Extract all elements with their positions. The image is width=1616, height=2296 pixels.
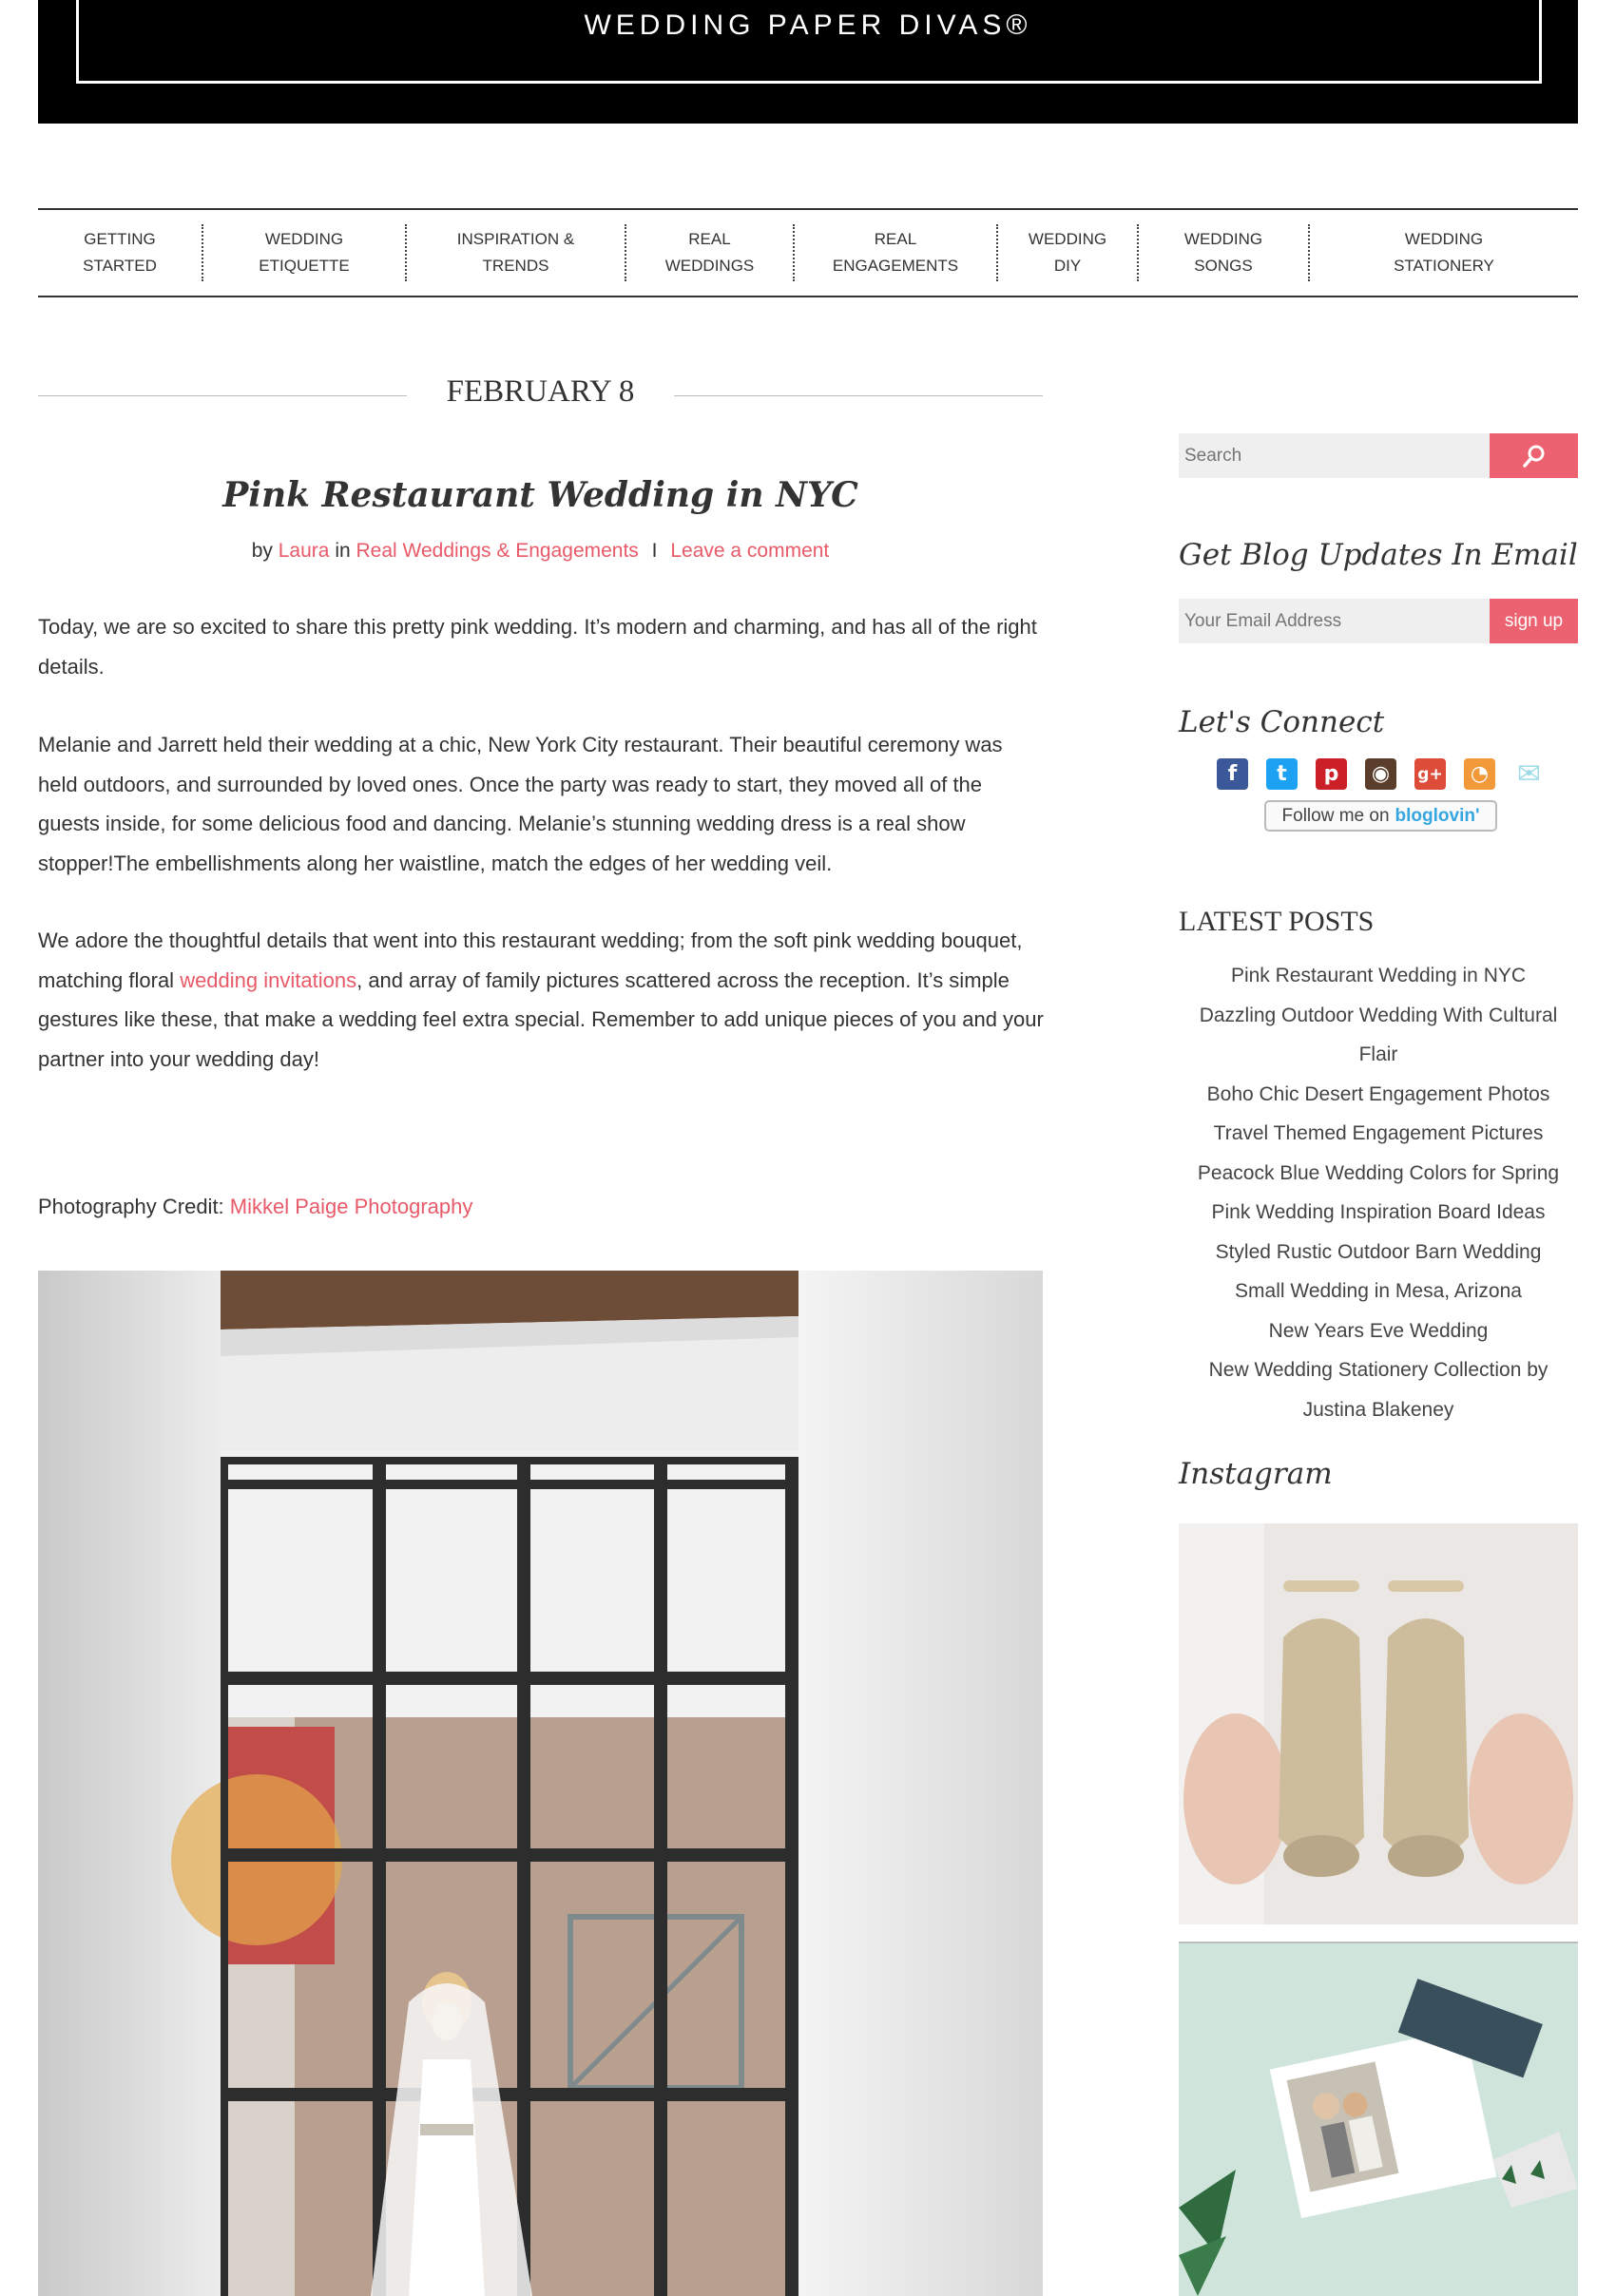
photographer-link[interactable]: Mikkel Paige Photography [229, 1195, 473, 1218]
credit-label: Photography Credit: [38, 1195, 224, 1218]
latest-post-item[interactable]: Peacock Blue Wedding Colors for Spring [1197, 1161, 1560, 1184]
bloglovin-follow-button[interactable] [1264, 800, 1497, 832]
bloglovin-prefix: Follow me on [1281, 805, 1390, 826]
email-field[interactable] [1179, 599, 1490, 643]
post-date-row [38, 371, 1043, 412]
instagram-icon[interactable]: ◉ [1365, 758, 1396, 790]
stationery-image [1179, 1942, 1578, 2296]
twitter-icon[interactable]: t [1266, 758, 1298, 790]
instagram-photo-shoes[interactable] [1179, 1523, 1578, 1924]
nav-getting-started[interactable]: GETTING STARTED [38, 224, 203, 281]
instagram-heading: Instagram [1179, 1457, 1333, 1491]
post-main-photo[interactable] [38, 1271, 1043, 2296]
rss-icon[interactable]: ◔ [1464, 758, 1495, 790]
byline-in: in [335, 540, 351, 562]
latest-post-item[interactable]: Small Wedding in Mesa, Arizona [1235, 1280, 1522, 1302]
latest-post-item[interactable]: New Years Eve Wedding [1268, 1319, 1489, 1342]
byline-by: by [251, 540, 273, 562]
latest-post-item[interactable]: Boho Chic Desert Engagement Photos [1206, 1082, 1550, 1105]
pinterest-icon[interactable]: p [1316, 758, 1347, 790]
latest-posts-heading: LATEST POSTS [1179, 906, 1375, 937]
latest-post-item[interactable]: Pink Wedding Inspiration Board Ideas [1211, 1201, 1546, 1223]
latest-post-item[interactable]: Styled Rustic Outdoor Barn Wedding [1215, 1240, 1542, 1263]
search-button[interactable] [1490, 433, 1578, 478]
sign-up-button[interactable]: sign up [1490, 599, 1578, 643]
latest-post-item[interactable]: Dazzling Outdoor Wedding With Cultural Flair [1199, 1004, 1558, 1065]
header-banner[interactable] [38, 0, 1578, 124]
latest-posts-list [1179, 956, 1578, 1429]
nav-wedding-diy[interactable]: WEDDING DIY [998, 224, 1139, 281]
social-icons [1217, 758, 1545, 790]
blog-updates-heading: Get Blog Updates In Email [1179, 538, 1578, 572]
nav-wedding-etiquette[interactable]: WEDDING ETIQUETTE [203, 224, 407, 281]
post-paragraph-2: Melanie and Jarrett held their wedding at a chic, New York City restaurant. Their beautiful ceremony was held outdoors, and surrounded by loved ones. Once the party was ready to start, they moved all of the guests inside, for some delicious food and dancing. Melanie’s stunning wedding dress is a real show stopper!The embellishments along her waistline, match the edges of her wedding veil. [38, 733, 1003, 875]
latest-post-item[interactable]: Pink Restaurant Wedding in NYC [1230, 965, 1527, 986]
post-paragraph-3 [38, 921, 1046, 1079]
nav-inspiration-trends[interactable]: INSPIRATION & TRENDS [407, 224, 626, 281]
nav-real-weddings[interactable]: REAL WEDDINGS [626, 224, 795, 281]
post-paragraph-1: Today, we are so excited to share this pretty pink wedding. It’s modern and charming, and has all of the right details. [38, 615, 1037, 679]
byline-separator: I [651, 540, 658, 562]
para3-text-after: , and array of family pictures scattered across the reception. It’s simple gestures like these, that make a wedding feel extra special. Remember to add unique pieces of you and your partner into your wedding day! [38, 967, 1044, 1071]
latest-post-item[interactable]: Travel Themed Engagement Pictures [1213, 1122, 1544, 1144]
search-input[interactable] [1179, 433, 1490, 478]
post-date: FEBRUARY 8 [446, 374, 635, 409]
post-byline [38, 540, 1043, 563]
nav-real-engagements[interactable]: REAL ENGAGEMENTS [795, 224, 998, 281]
post-title[interactable]: Pink Restaurant Wedding in NYC [222, 475, 858, 515]
leave-comment-link[interactable]: Leave a comment [670, 540, 830, 562]
site-logo[interactable]: WEDDING PAPER DIVAS® [584, 10, 1032, 41]
category-link[interactable]: Real Weddings & Engagements [356, 540, 639, 562]
main-nav [38, 208, 1578, 297]
photography-credit [38, 1195, 472, 1219]
sidebar-search [1179, 433, 1578, 478]
nav-wedding-songs[interactable]: WEDDING SONGS [1139, 224, 1310, 281]
para3-text-before: We adore the thoughtful details that went into this restaurant wedding; from the soft pink wedding bouquet, matching floral [38, 928, 1023, 992]
mail-icon[interactable]: ✉ [1513, 758, 1545, 790]
author-link[interactable]: Laura [278, 540, 330, 562]
instagram-photo-stationery[interactable] [1179, 1942, 1578, 2296]
google-plus-icon[interactable]: g+ [1414, 758, 1446, 790]
bride-window-photo [38, 1271, 1043, 2296]
facebook-icon[interactable]: f [1217, 758, 1248, 790]
lets-connect-heading: Let's Connect [1179, 705, 1385, 739]
bloglovin-logo: bloglovin' [1395, 805, 1480, 826]
search-icon [1522, 444, 1547, 469]
latest-post-item[interactable]: New Wedding Stationery Collection by Justina Blakeney [1208, 1359, 1549, 1421]
shoes-image [1179, 1523, 1578, 1924]
email-signup-form [1179, 599, 1578, 643]
wedding-invitations-link[interactable]: wedding invitations [180, 967, 357, 992]
nav-wedding-stationery[interactable]: WEDDING STATIONERY [1394, 230, 1494, 275]
date-divider-right [674, 395, 1043, 396]
